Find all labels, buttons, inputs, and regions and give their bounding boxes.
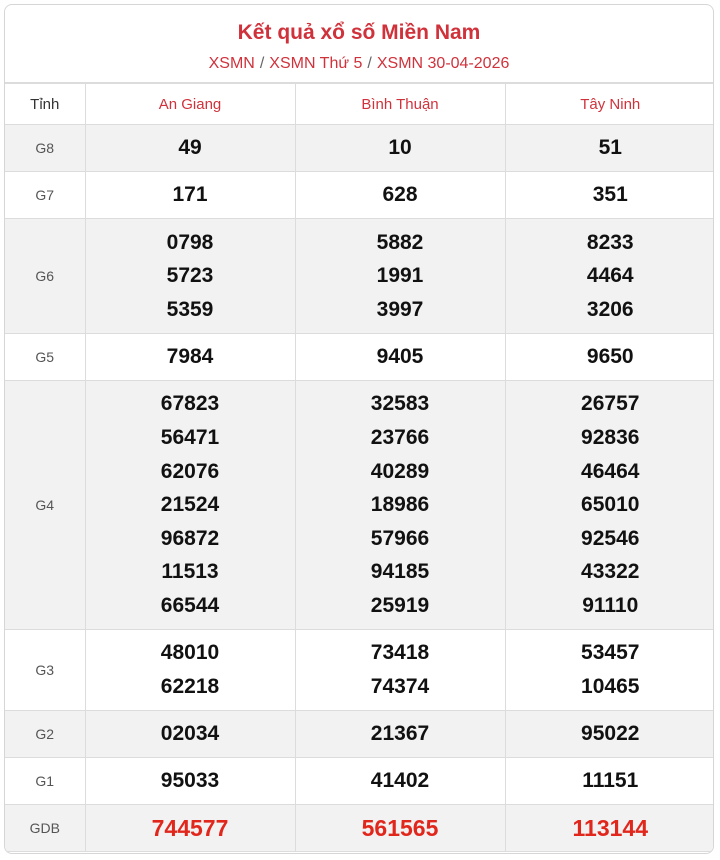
prize-number: 0798	[166, 230, 214, 254]
table-row	[5, 219, 714, 334]
prize-cell	[85, 219, 295, 334]
prize-number: 11151	[582, 769, 639, 793]
special-prize-number: 744577	[151, 814, 229, 841]
prize-number: 9650	[586, 345, 634, 369]
prize-number: 53457	[581, 641, 640, 665]
prize-number: 5882	[376, 230, 424, 254]
prize-number: 3206	[586, 297, 634, 321]
prize-label: G5	[5, 334, 85, 381]
prize-number: 51	[598, 136, 622, 160]
table-row	[5, 758, 714, 805]
prize-number: 92836	[581, 426, 640, 450]
results-header	[5, 5, 713, 83]
prize-number: 1991	[376, 264, 424, 288]
special-prize-number: 113144	[572, 814, 648, 841]
prize-cell	[85, 172, 295, 219]
prize-number: 46464	[581, 459, 640, 483]
prize-cell	[295, 758, 505, 805]
prize-number: 56471	[160, 426, 220, 450]
prize-label: G6	[5, 219, 85, 334]
prize-label: G8	[5, 125, 85, 172]
prize-number: 11513	[161, 560, 219, 584]
prize-number: 628	[382, 183, 418, 207]
prize-number: 67823	[160, 392, 220, 416]
prize-label: G4	[5, 381, 85, 630]
prize-number: 25919	[370, 593, 430, 617]
breadcrumb-link-thu5[interactable]: XSMN Thứ 5	[269, 55, 363, 72]
prize-cell	[505, 172, 714, 219]
prize-number: 10	[388, 136, 412, 160]
prize-number: 21524	[160, 493, 220, 517]
prize-number: 21367	[370, 722, 430, 746]
table-row	[5, 172, 714, 219]
prize-number: 02034	[160, 722, 220, 746]
prize-number: 92546	[581, 526, 640, 550]
prize-cell	[295, 219, 505, 334]
prize-label: GDB	[5, 805, 85, 852]
prize-number: 4464	[586, 264, 634, 288]
prize-number: 66544	[160, 593, 220, 617]
prize-number: 48010	[160, 641, 220, 665]
breadcrumb-link-date[interactable]: XSMN 30-04-2026	[376, 55, 510, 72]
prize-cell	[85, 334, 295, 381]
prize-cell	[505, 125, 714, 172]
prize-number: 7984	[166, 345, 214, 369]
page-title: Kết quả xổ số Miền Nam	[237, 21, 481, 44]
prize-number: 5723	[166, 264, 214, 288]
prize-cell	[505, 334, 714, 381]
prize-number: 32583	[370, 392, 430, 416]
breadcrumb-link-xsmn[interactable]: XSMN	[208, 55, 255, 72]
prize-number: 74374	[370, 675, 430, 698]
table-row	[5, 381, 714, 630]
prize-cell	[85, 805, 295, 852]
prize-number: 62076	[160, 459, 220, 483]
prize-number: 9405	[376, 345, 424, 369]
results-table	[5, 83, 714, 852]
prize-number: 3997	[376, 297, 424, 321]
prize-cell	[85, 711, 295, 758]
column-header-an-giang[interactable]: An Giang	[85, 84, 295, 125]
prize-number: 40289	[370, 459, 430, 483]
prize-cell	[295, 172, 505, 219]
prize-cell	[85, 630, 295, 711]
prize-cell	[85, 381, 295, 630]
prize-cell	[505, 630, 714, 711]
column-header-binh-thuan[interactable]: Bình Thuận	[295, 84, 505, 125]
prize-number: 94185	[370, 560, 430, 584]
prize-number: 62218	[160, 675, 220, 698]
prize-cell	[295, 334, 505, 381]
prize-number: 43322	[581, 560, 640, 584]
column-header-tay-ninh[interactable]: Tây Ninh	[505, 84, 714, 125]
table-header-row	[5, 84, 714, 125]
prize-cell	[505, 711, 714, 758]
table-row	[5, 630, 714, 711]
table-row	[5, 711, 714, 758]
prize-number: 26757	[581, 392, 640, 416]
prize-cell	[295, 125, 505, 172]
prize-cell	[295, 805, 505, 852]
prize-label: G7	[5, 172, 85, 219]
prize-number: 91110	[582, 593, 639, 617]
prize-number: 18986	[370, 493, 430, 517]
table-row	[5, 334, 714, 381]
prize-number: 95022	[581, 722, 640, 746]
prize-cell	[295, 381, 505, 630]
prize-number: 10465	[581, 675, 640, 698]
results-card	[4, 4, 714, 854]
results-body	[5, 125, 714, 852]
prize-number: 41402	[370, 769, 430, 793]
prize-cell	[505, 381, 714, 630]
prize-number: 5359	[166, 297, 214, 321]
prize-number: 73418	[370, 641, 430, 665]
prize-cell	[505, 805, 714, 852]
prize-number: 96872	[160, 526, 220, 550]
prize-label: G3	[5, 630, 85, 711]
prize-number: 95033	[160, 769, 220, 793]
prize-label: G2	[5, 711, 85, 758]
breadcrumb	[5, 54, 713, 74]
prize-cell	[505, 219, 714, 334]
table-row	[5, 125, 714, 172]
prize-number: 49	[178, 136, 202, 160]
prize-number: 65010	[581, 493, 640, 517]
table-row	[5, 805, 714, 852]
prize-number: 23766	[370, 426, 430, 450]
prize-number: 8233	[586, 230, 634, 254]
column-header-province: Tỉnh	[5, 84, 85, 125]
prize-label: G1	[5, 758, 85, 805]
prize-cell	[505, 758, 714, 805]
prize-cell	[85, 758, 295, 805]
special-prize-number: 561565	[361, 814, 439, 841]
breadcrumb-separator: /	[259, 55, 265, 72]
prize-number: 57966	[370, 526, 430, 550]
prize-cell	[85, 125, 295, 172]
prize-cell	[295, 711, 505, 758]
prize-number: 351	[592, 183, 628, 207]
breadcrumb-separator: /	[367, 55, 372, 72]
prize-cell	[295, 630, 505, 711]
prize-number: 171	[172, 183, 208, 207]
